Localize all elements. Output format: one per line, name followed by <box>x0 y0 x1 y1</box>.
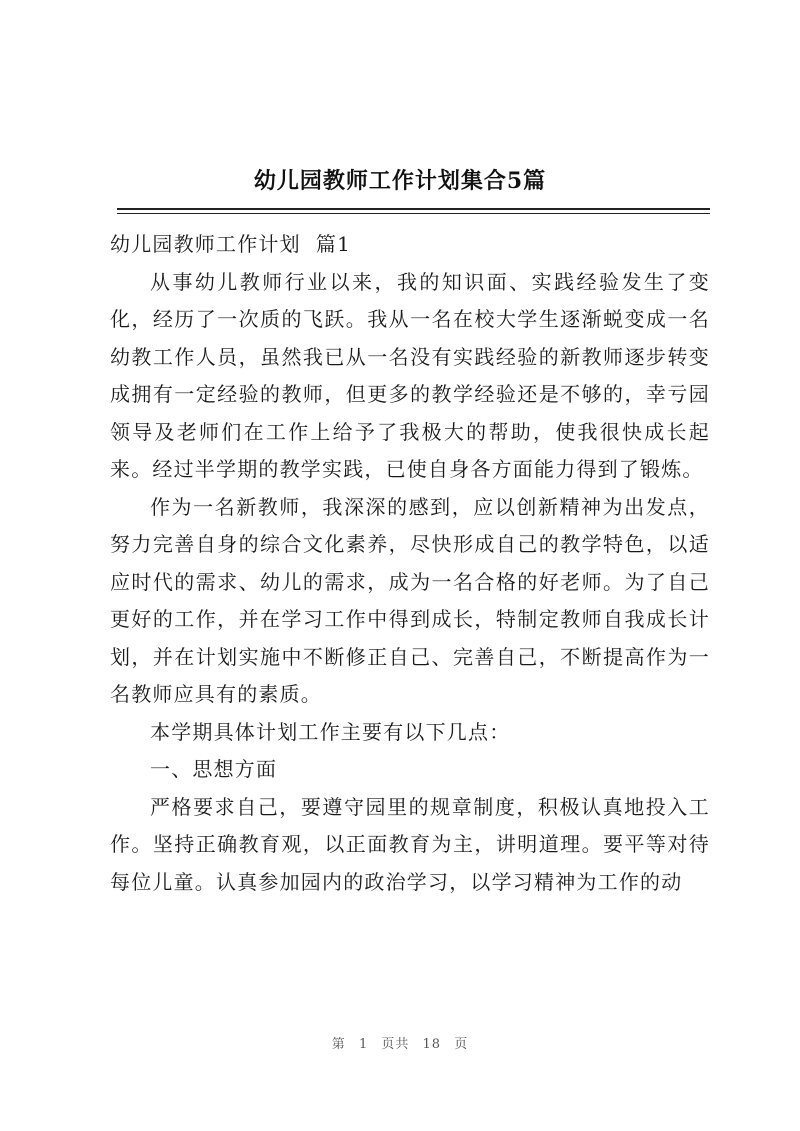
page-footer <box>0 1033 800 1052</box>
page-label-prefix: 第 <box>331 1037 346 1052</box>
document-body <box>110 226 710 901</box>
section-heading: 幼儿园教师工作计划 篇1 <box>110 232 352 256</box>
total-pages: 18 <box>422 1037 442 1052</box>
paragraph: 严格要求自己，要遵守园里的规章制度，积极认真地投入工作。坚持正确教育观，以正面教育为主，讲明道理。要平等对待每位儿童。认真参加园内的政治学习，以学习精神为工作的动 <box>110 794 710 894</box>
page-label-suffix: 页 <box>454 1037 469 1052</box>
subsection-heading: 一、思想方面 <box>150 757 278 781</box>
title-divider <box>117 208 710 212</box>
paragraph: 作为一名新教师，我深深的感到，应以创新精神为出发点，努力完善自身的综合文化素养，尽快形成自己的教学特色，以适应时代的需求、幼儿的需求，成为一名合格的好老师。为了自己更好的工作，并在学习工作中得到成长，特制定教师自我成长计划，并在计划实施中不断修正自己、完善自己，不断提高作为一名教师应具有的素质。 <box>110 494 710 706</box>
paragraph: 从事幼儿教师行业以来，我的知识面、实践经验发生了变化，经历了一次质的飞跃。我从一名在校大学生逐渐蜕变成一名幼教工作人员，虽然我已从一名没有实践经验的新教师逐步转变成拥有一定经验的教师，但更多的教学经验还是不够的，幸亏园领导及老师们在工作上给予了我极大的帮助，使我很快成长起来。经过半学期的教学实践，已使自身各方面能力得到了锻炼。 <box>110 269 710 481</box>
paragraph: 本学期具体计划工作主要有以下几点： <box>150 719 511 744</box>
document-title: 幼儿园教师工作计划集合5篇 <box>253 168 547 194</box>
page-number: 1 <box>358 1037 369 1052</box>
page-label-mid: 页共 <box>381 1037 410 1052</box>
